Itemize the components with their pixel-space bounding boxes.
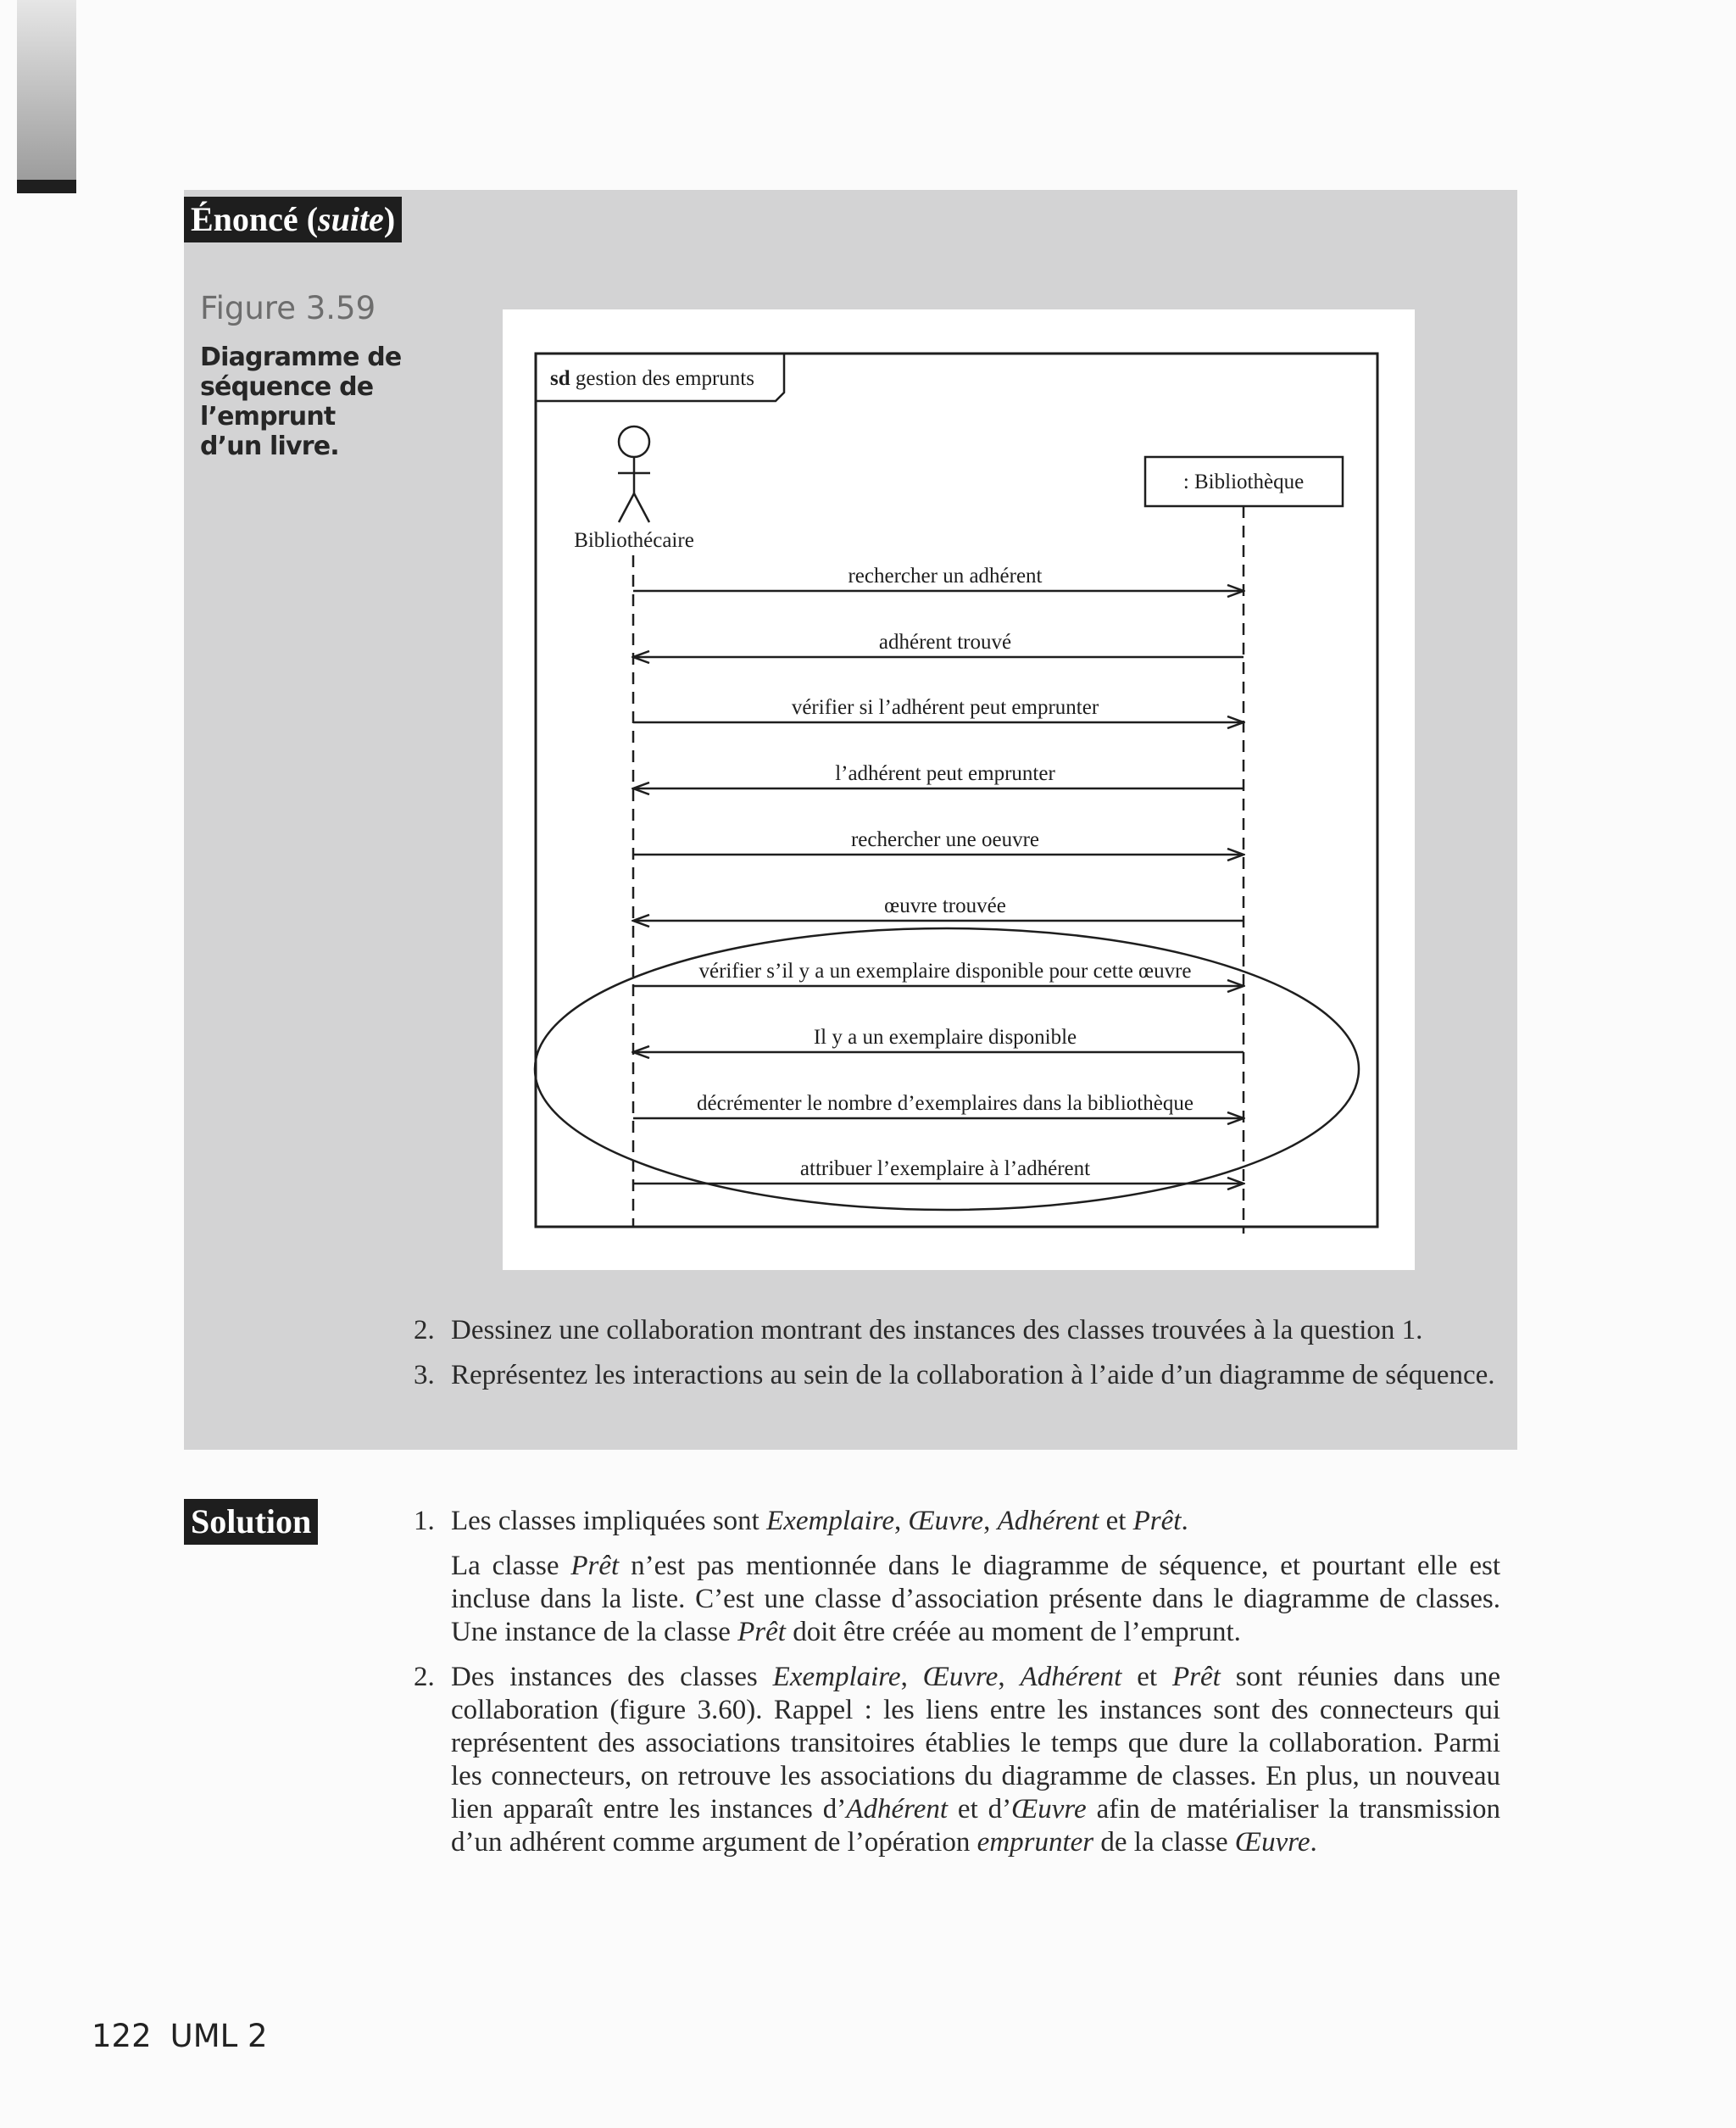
message-label: l’adhérent peut emprunter: [835, 762, 1055, 785]
figure-number: Figure 3.59: [200, 290, 376, 326]
question-3: 3. Représentez les interactions au sein de la collaboration à l’aide d’un diagramme de séquence.: [414, 1360, 1495, 1390]
actor-icon: [618, 426, 650, 522]
message-label: décrémenter le nombre d’exemplaires dans la bibliothèque: [697, 1092, 1194, 1115]
solution-item-1: 1. Les classes impliquées sont Exemplaire, Œuvre, Adhérent et Prêt. La classe Prêt n’est pas mentionnée dans le diagramme de séquence, et pourtant elle est incluse dans la liste. C’est une classe d’association présente dans le diagramme de classes. Une instance de la classe Prêt doit être créée au moment de l’emprunt.: [414, 1506, 1500, 1647]
figure-caption: Diagramme de séquence de l’emprunt d’un livre.: [200, 343, 402, 461]
question-2: 2. Dessinez une collaboration montrant des instances des classes trouvées à la question 1.: [414, 1315, 1423, 1345]
message-label: vérifier s’il y a un exemplaire disponible pour cette œuvre: [698, 960, 1192, 983]
book-title: UML 2: [170, 2018, 268, 2054]
page-footer: [92, 2018, 287, 2054]
solution-label: Solution: [184, 1499, 318, 1545]
sd-frame-title: sd gestion des emprunts: [550, 367, 754, 390]
enonce-label: Énoncé (suite): [184, 197, 402, 242]
solution-1-paragraph: La classe Prêt n’est pas mentionnée dans le diagramme de séquence, et pourtant elle est incluse dans la liste. C’est une classe d’association présente dans le diagramme de classes. Une instance de la classe Prêt doit être créée au moment de l’emprunt.: [451, 1551, 1500, 1647]
sequence-diagram: [503, 309, 1415, 1270]
questions-list: [414, 1314, 1500, 1392]
page-number: 122: [92, 2018, 152, 2054]
message-label: rechercher un adhérent: [848, 565, 1043, 588]
sequence-diagram-panel: [503, 309, 1415, 1270]
corner-tab: [17, 0, 76, 187]
actor-label: Bibliothécaire: [574, 529, 694, 552]
solution-2-paragraph: Des instances des classes Exemplaire, Œuvre, Adhérent et Prêt sont réunies dans une collaboration (figure 3.60). Rappel : les liens entre les instances sont des connecteurs qui représentent des associations transitoires établies le temps que dure la collaboration. Parmi les connecteurs, on retrouve les associations du diagramme de classes. En plus, un nouveau lien apparaît entre les instances d’Adhérent et d’Œuvre afin de matérialiser la transmission d’un adhérent comme argument de l’opération emprunter de la classe Œuvre.: [451, 1662, 1501, 1858]
solution-1-line: Les classes impliquées sont Exemplaire, Œuvre, Adhérent et Prêt.: [451, 1506, 1188, 1536]
message-label: adhérent trouvé: [878, 631, 1012, 654]
corner-tab-bar: [17, 180, 76, 193]
solution-item-2: 2. Des instances des classes Exemplaire, Œuvre, Adhérent et Prêt sont réunies dans une collaboration (figure 3.60). Rappel : les liens entre les instances sont des connecteurs qui représentent des associations transitoires établies le temps que dure la collaboration. Parmi les connecteurs, on retrouve les associations du diagramme de classes. En plus, un nouveau lien apparaît entre les instances d’Adhérent et d’Œuvre afin de matérialiser la transmission d’un adhérent comme argument de l’opération emprunter de la classe Œuvre.: [414, 1662, 1501, 1858]
message-label: Il y a un exemplaire disponible: [813, 1026, 1077, 1049]
object-label: : Bibliothèque: [1182, 471, 1305, 493]
message-label: œuvre trouvée: [884, 894, 1006, 917]
message-label: attribuer l’exemplaire à l’adhérent: [799, 1157, 1091, 1180]
message-label: rechercher une oeuvre: [850, 828, 1040, 851]
messages: [633, 565, 1244, 1184]
message-label: vérifier si l’adhérent peut emprunter: [791, 696, 1099, 719]
solution-list: [414, 1505, 1500, 1859]
